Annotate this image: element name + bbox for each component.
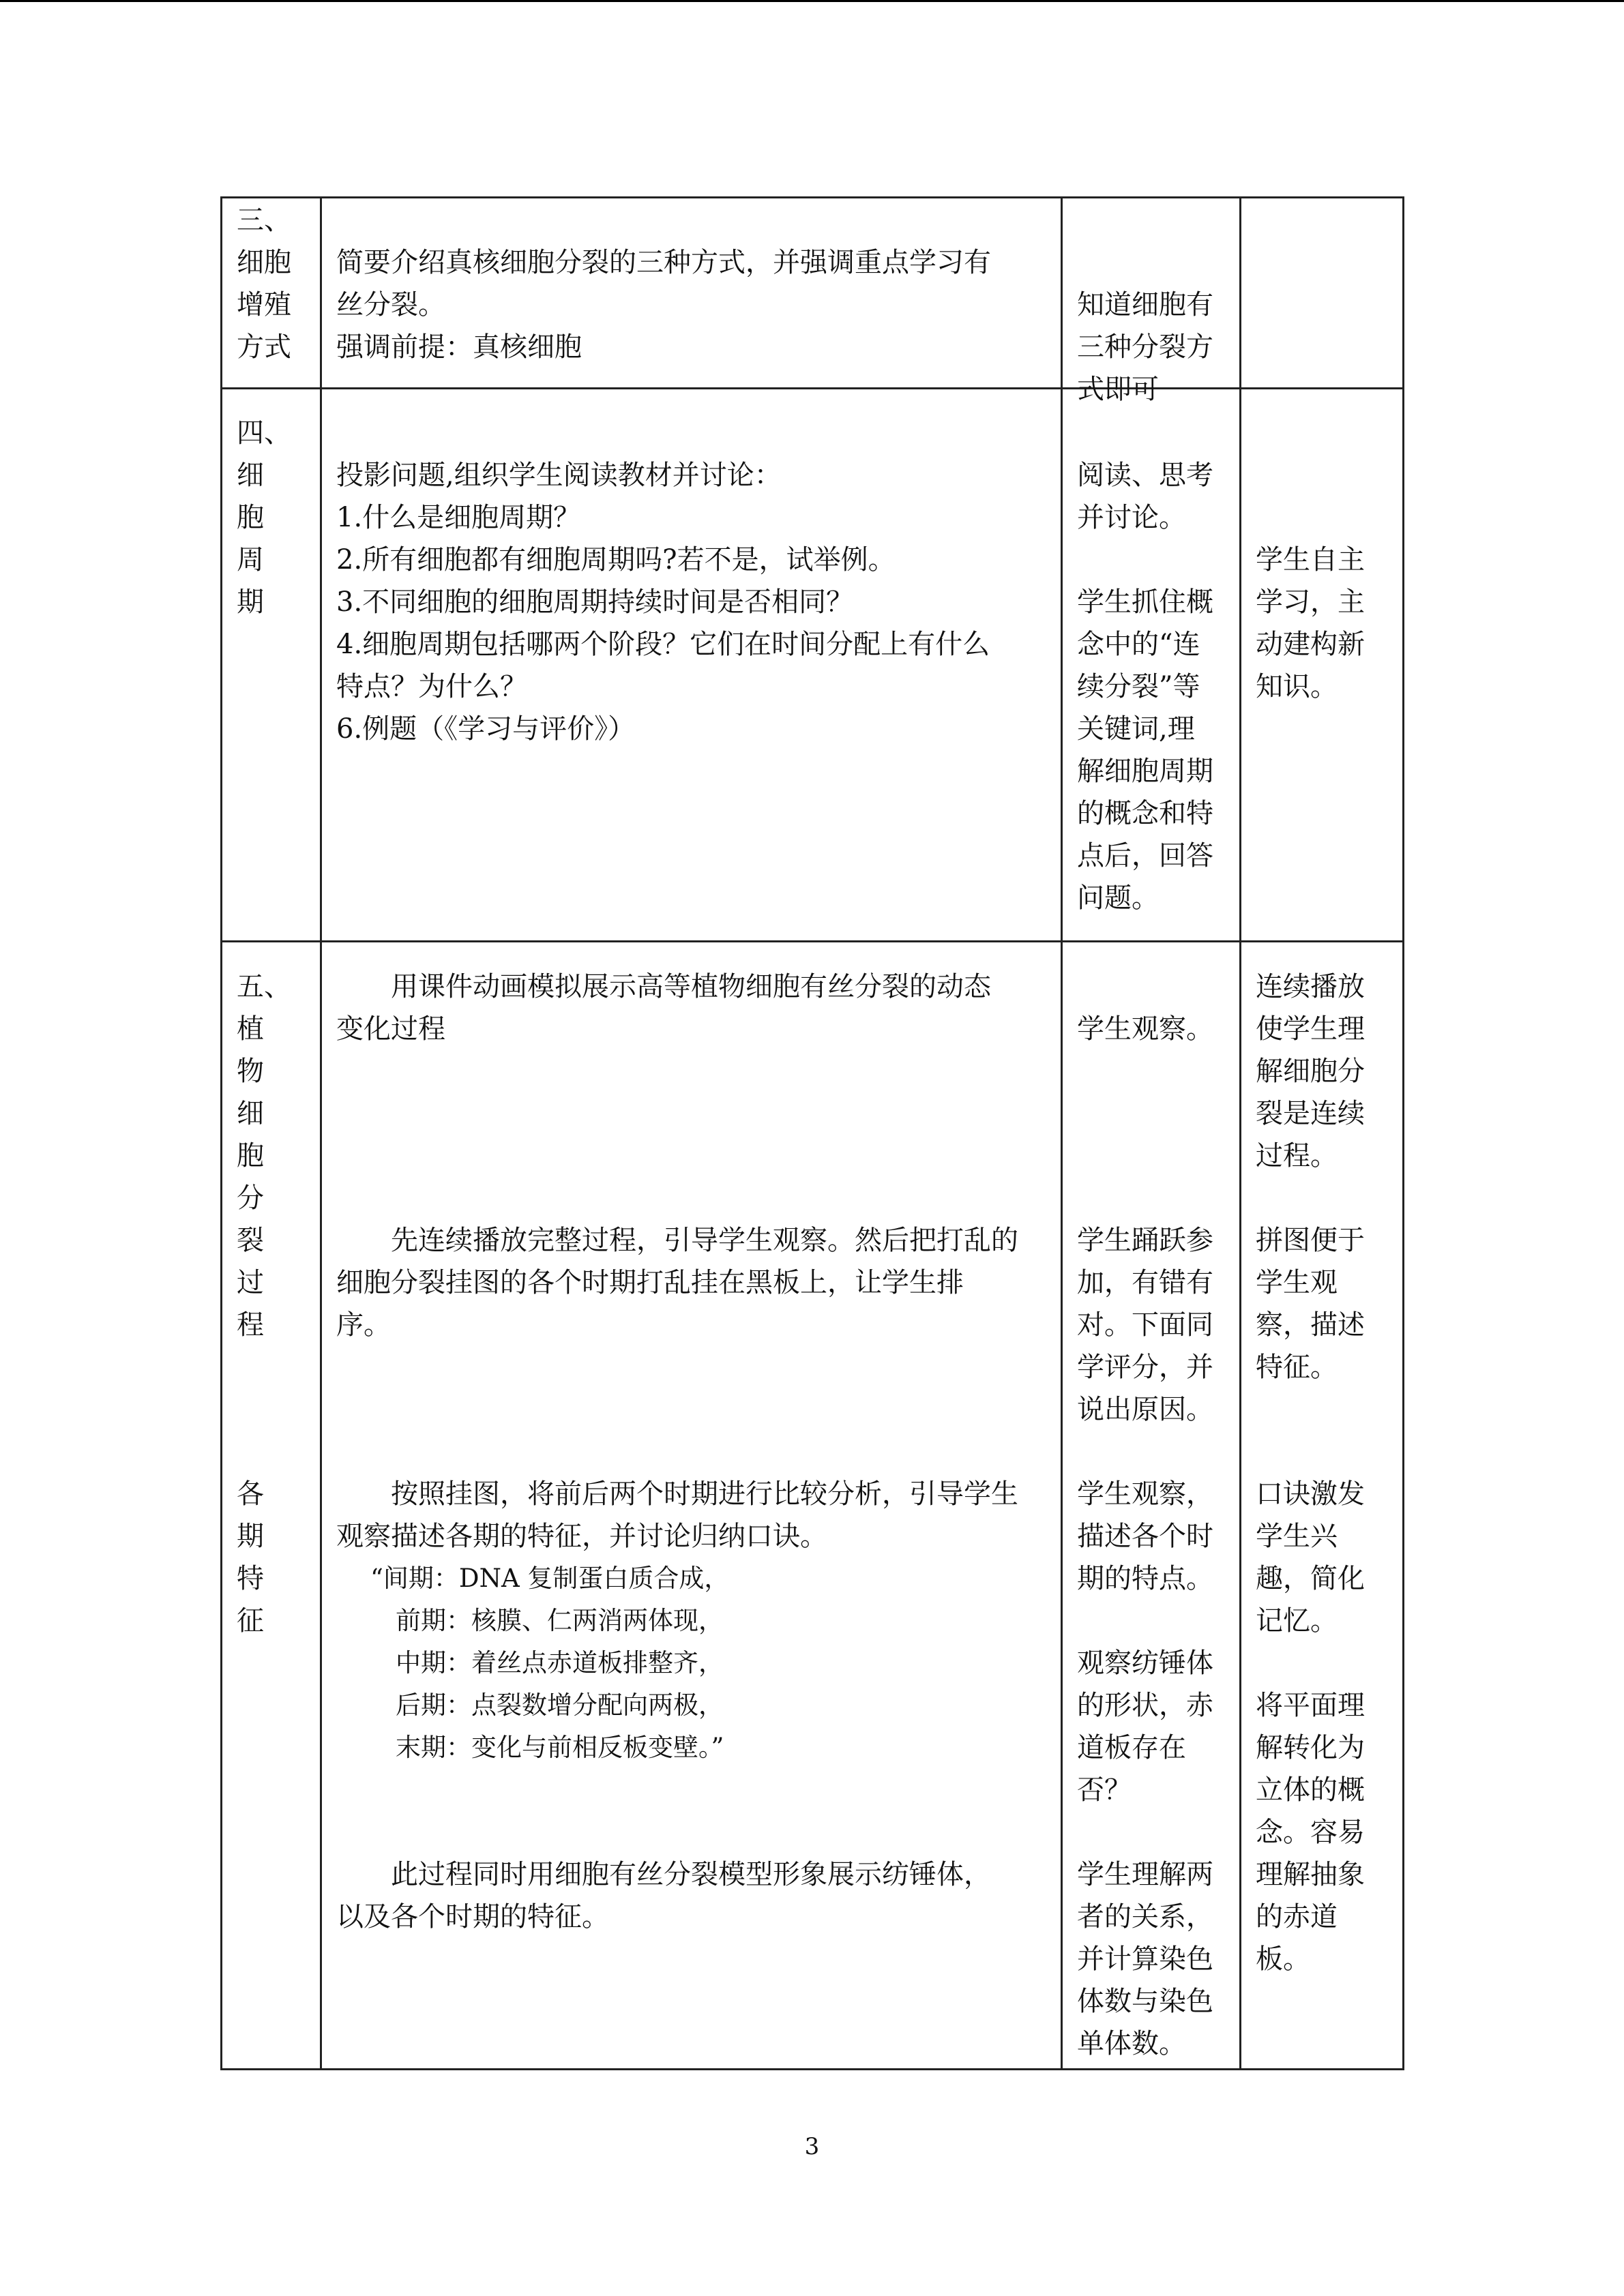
mnemonic-line: “间期：DNA 复制蛋白质合成， — [370, 1564, 730, 1593]
row3-student-line: 者的关系， — [1077, 1901, 1213, 1933]
row3-intent-line: 过程。 — [1256, 1140, 1338, 1172]
row2-activity-line: 投影问题,组织学生阅读教材并讨论： — [336, 460, 782, 491]
row2-student-line: 的概念和特 — [1077, 798, 1213, 829]
row3-label2-line: 特 — [237, 1563, 264, 1594]
row2-label-line: 细 — [237, 460, 264, 491]
row1-activity-line: 丝分裂。 — [336, 289, 445, 320]
row3-intent-line: 板。 — [1256, 1943, 1310, 1975]
row3-intent-line: 口诀激发 — [1256, 1478, 1365, 1510]
row3-student-line: 学生观察， — [1077, 1478, 1213, 1510]
row3-student-line: 期的特点。 — [1077, 1563, 1213, 1594]
row3-label-line: 分 — [237, 1182, 264, 1214]
mnemonic-line: 末期：变化与前相反板变壁。” — [370, 1733, 724, 1762]
row3-student-line: 说出原因。 — [1077, 1394, 1213, 1425]
row3-label-line: 植 — [237, 1013, 264, 1045]
row-divider-2 — [220, 940, 1402, 942]
mnemonic-line: 后期：点裂数增分配向两极， — [370, 1690, 724, 1720]
row3-student-line: 观察纺锤体 — [1077, 1648, 1213, 1679]
row3-student-line: 描述各个时 — [1077, 1521, 1213, 1552]
row2-activity — [336, 454, 990, 750]
row2-student-line: 关键词,理 — [1077, 713, 1195, 745]
row3-label-line: 胞 — [237, 1140, 264, 1172]
table-right-border — [1402, 196, 1404, 2070]
row1-student-line: 知道细胞有 — [1077, 289, 1213, 320]
row3-activity-b — [336, 1219, 1018, 1346]
row3-activity-line: 序。 — [336, 1309, 391, 1341]
mnemonic-line: 前期：核膜、仁两消两体现， — [370, 1606, 724, 1635]
row1-student-line: 三种分裂方 — [1077, 331, 1213, 363]
column-divider-3 — [1239, 196, 1241, 2070]
row1-activity-line: 简要介绍真核细胞分裂的三种方式，并强调重点学习有 — [336, 247, 991, 278]
row3-student-line: 学生观察。 — [1077, 1013, 1213, 1045]
row2-intent-line: 动建构新 — [1256, 629, 1365, 660]
row3-intent-a — [1256, 966, 1365, 1388]
row2-student-line: 解细胞周期 — [1077, 756, 1213, 787]
row2-student-line: 问题。 — [1077, 882, 1159, 914]
row1-label-line: 方式 — [237, 331, 291, 363]
row3-student-line: 学生踊跃参 — [1077, 1225, 1213, 1256]
row3-intent-line: 拼图便于 — [1256, 1225, 1365, 1256]
row3-intent-c — [1256, 1473, 1365, 1980]
row3-intent-line: 将平面理 — [1256, 1690, 1365, 1721]
row2-student-line: 念中的“连 — [1077, 629, 1200, 660]
row1-student-line: 式即可 — [1077, 374, 1159, 405]
row3-intent-line: 使学生理 — [1256, 1013, 1365, 1045]
row2-student-line — [1077, 539, 1213, 581]
row1-activity — [336, 241, 991, 368]
row3-intent-line: 察，描述 — [1256, 1309, 1365, 1341]
row3-student-a — [1077, 1008, 1213, 1050]
row2-activity-line: 特点？为什么？ — [336, 671, 527, 702]
row3-intent-line: 学生观 — [1256, 1267, 1338, 1298]
row3-intent-line: 念。容易 — [1256, 1817, 1365, 1848]
row3-intent-line: 理解抽象 — [1256, 1859, 1365, 1890]
row3-intent-line: 立体的概 — [1256, 1774, 1365, 1806]
row3-label2-line: 各 — [237, 1478, 264, 1510]
row1-label — [237, 199, 291, 368]
row3-label-line: 细 — [237, 1098, 264, 1129]
row3-intent-line: 裂是连续 — [1256, 1098, 1365, 1129]
row1-label-line: 细胞 — [237, 247, 291, 278]
row2-activity-line: 1.什么是细胞周期？ — [336, 502, 581, 533]
row3-intent-line: 记忆。 — [1256, 1605, 1338, 1637]
row1-student — [1077, 284, 1213, 411]
mnemonic-line: 中期：着丝点赤道板排整齐， — [370, 1648, 724, 1678]
column-divider-1 — [320, 196, 322, 2070]
row3-intent-line: 特征。 — [1256, 1352, 1338, 1383]
table-bottom-border — [220, 2068, 1404, 2070]
row2-label-line: 胞 — [237, 502, 264, 533]
row3-intent-line — [1256, 1642, 1365, 1684]
column-divider-2 — [1061, 196, 1063, 2070]
row2-activity-line: 6.例题（《学习与评价》） — [336, 713, 636, 745]
row3-activity-line: 按照挂图，将前后两个时期进行比较分析，引导学生 — [336, 1478, 1018, 1510]
row3-label-line: 过 — [237, 1267, 264, 1298]
row3-intent-line: 连续播放 — [1256, 971, 1365, 1002]
row3-activity-line: 用课件动画模拟展示高等植物细胞有丝分裂的动态 — [336, 971, 991, 1002]
row3-mnemonic — [370, 1557, 729, 1769]
row3-activity-line: 先连续播放完整过程，引导学生观察。然后把打乱的 — [336, 1225, 1018, 1256]
table-top-border — [220, 196, 1404, 198]
row2-student — [1077, 454, 1213, 919]
row2-intent — [1256, 539, 1365, 708]
row2-activity-line: 3.不同细胞的细胞周期持续时间是否相同？ — [336, 586, 854, 618]
row3-intent-line: 学生兴 — [1256, 1521, 1338, 1552]
row2-student-line: 学生抓住概 — [1077, 586, 1213, 618]
row2-label — [237, 412, 291, 623]
row2-intent-line: 学习，主 — [1256, 586, 1365, 618]
row-divider-1 — [220, 387, 1402, 389]
row2-student-line: 阅读、思考 — [1077, 460, 1213, 491]
row3-student-line: 单体数。 — [1077, 2028, 1186, 2059]
row1-activity-line: 强调前提：真核细胞 — [336, 331, 582, 363]
row3-student-line — [1077, 1600, 1213, 1642]
row3-label-line: 裂 — [237, 1225, 264, 1256]
row3-student-line: 否？ — [1077, 1774, 1132, 1806]
row1-label-line: 三、 — [237, 205, 291, 236]
row3-activity-line: 观察描述各期的特征，并讨论归纳口诀。 — [336, 1521, 827, 1552]
row3-label — [237, 966, 291, 1346]
row3-activity-d — [336, 1853, 991, 1938]
row3-student-line: 学生理解两 — [1077, 1859, 1213, 1890]
row1-label-line: 增殖 — [237, 289, 291, 320]
row3-intent-line: 解细胞分 — [1256, 1056, 1365, 1087]
row3-intent-line: 解转化为 — [1256, 1732, 1365, 1763]
lesson-plan-table — [220, 196, 1404, 2070]
row3-student-line — [1077, 1811, 1213, 1853]
row2-student-line: 并讨论。 — [1077, 502, 1186, 533]
row3-activity-line: 细胞分裂挂图的各个时期打乱挂在黑板上，让学生排 — [336, 1267, 964, 1298]
row2-label-line: 四、 — [237, 417, 291, 449]
row3-activity-line: 以及各个时期的特征。 — [336, 1901, 609, 1933]
row3-label-phases — [237, 1473, 264, 1642]
row2-activity-line: 4.细胞周期包括哪两个阶段？它们在时间分配上有什么 — [336, 629, 990, 660]
row2-label-line: 周 — [237, 544, 264, 576]
row3-activity-a — [336, 966, 991, 1050]
row3-student-line: 体数与染色 — [1077, 1986, 1213, 2017]
row3-activity-line: 此过程同时用细胞有丝分裂模型形象展示纺锤体， — [336, 1859, 991, 1890]
row3-activity-c — [336, 1473, 1018, 1557]
row2-intent-line: 学生自主 — [1256, 544, 1365, 576]
row3-label-line: 五、 — [237, 971, 291, 1002]
row3-label-line: 物 — [237, 1056, 264, 1087]
row3-intent-line: 的赤道 — [1256, 1901, 1338, 1933]
row3-label2-line: 期 — [237, 1521, 264, 1552]
row2-student-line: 点后，回答 — [1077, 840, 1213, 871]
row3-student-line: 对。下面同 — [1077, 1309, 1213, 1341]
page-number: 3 — [804, 2133, 820, 2160]
row2-label-line: 期 — [237, 586, 264, 618]
row3-student-line: 的形状，赤 — [1077, 1690, 1213, 1721]
row3-intent-line: 趣，简化 — [1256, 1563, 1365, 1594]
row3-label2-line: 征 — [237, 1605, 264, 1637]
row3-student-c — [1077, 1473, 1213, 2065]
row3-label-line: 程 — [237, 1309, 264, 1341]
row3-intent-line — [1256, 1177, 1365, 1219]
page-top-border — [0, 0, 1624, 2]
row3-student-line: 道板存在 — [1077, 1732, 1186, 1763]
table-left-border — [220, 196, 222, 2070]
row3-student-b — [1077, 1219, 1213, 1431]
row3-student-line: 加，有错有 — [1077, 1267, 1213, 1298]
row2-activity-line: 2.所有细胞都有细胞周期吗?若不是，试举例。 — [336, 544, 896, 576]
row3-activity-line: 变化过程 — [336, 1013, 445, 1045]
row3-student-line: 学评分，并 — [1077, 1352, 1213, 1383]
row2-intent-line: 知识。 — [1256, 671, 1338, 702]
row2-student-line: 续分裂”等 — [1077, 671, 1200, 702]
row3-student-line: 并计算染色 — [1077, 1943, 1213, 1975]
